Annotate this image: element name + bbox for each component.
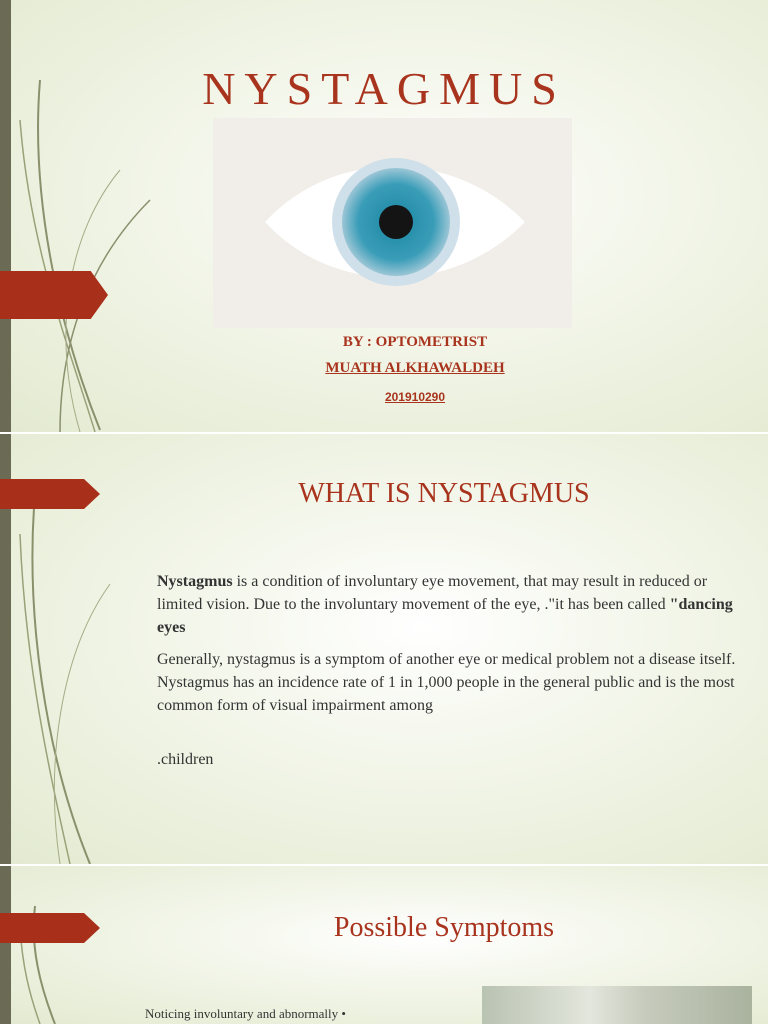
slide-heading: Possible Symptoms xyxy=(333,912,555,943)
children-text: .children xyxy=(157,751,214,768)
definition-text: is a condition of involuntary eye movement, that may result in reduced or limited vision. Due to the involuntary movement of the eye, ."it has been called xyxy=(157,573,708,613)
eye-image xyxy=(213,118,572,328)
slide-title: NYSTAGMUS xyxy=(202,63,566,114)
symptoms-slide xyxy=(0,866,768,1024)
title-slide xyxy=(0,0,768,432)
left-bar xyxy=(0,866,11,1024)
definition-paragraph xyxy=(157,570,737,639)
symptom-photo xyxy=(482,986,752,1024)
slide-heading: WHAT IS NYSTAGMUS xyxy=(298,478,590,509)
incidence-paragraph: Generally, nystagmus is a symptom of another eye or medical problem not a disease itself. Nystagmus has an incidence rate of 1 in 1,000 people in the general public and is the most common form of visual impairment among xyxy=(157,651,736,714)
by-line: BY : OPTOMETRIST xyxy=(342,334,488,350)
author-name: MUATH ALKHAWALDEH xyxy=(325,360,505,376)
term-bold: Nystagmus xyxy=(157,573,233,590)
definition-slide xyxy=(0,434,768,864)
nickname-bold: "dancing eyes xyxy=(157,596,733,636)
student-id: 201910290 xyxy=(384,390,446,404)
symptom-bullet: Noticing involuntary and abnormally • xyxy=(145,1006,346,1021)
accent-flag xyxy=(0,271,108,319)
decorative-curves xyxy=(0,866,120,1024)
eye-icon xyxy=(213,118,572,328)
